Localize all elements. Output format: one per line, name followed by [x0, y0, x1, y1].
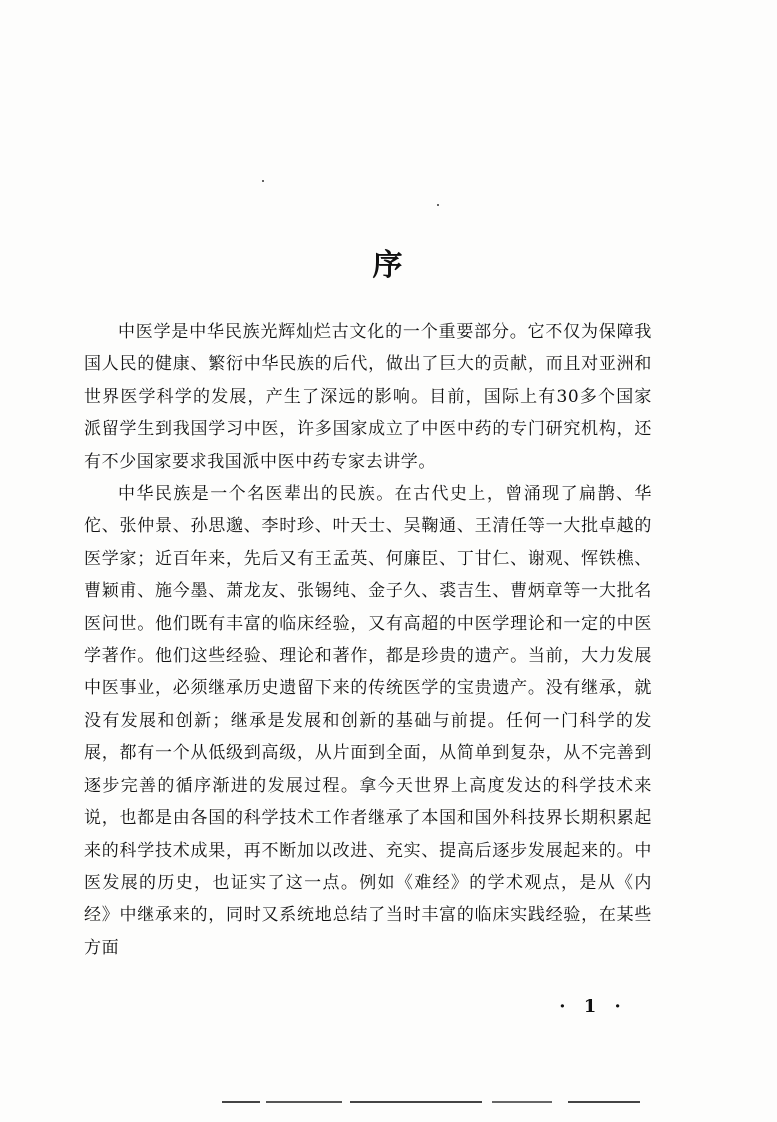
footer-rule — [222, 1101, 640, 1103]
page-title: 序 — [372, 248, 405, 283]
paragraph: 中医学是中华民族光辉灿烂古文化的一个重要部分。它不仅为保障我国人民的健康、繁衍中华民族的后代，做出了巨大的贡献，而且对亚洲和世界医学科学的发展，产生了深远的影响。目前，国际上有30多个国家派留学生到我国学习中医，许多国家成立了中医中药的专门研究机构，还有不少国家要求我国派中医中药专家去讲学。 — [84, 322, 652, 472]
scan-speck — [437, 204, 439, 206]
page-number: · 1 · — [559, 996, 627, 1017]
paragraph: 中华民族是一个名医辈出的民族。在古代史上，曾涌现了扁鹊、华佗、张仲景、孙思邈、李时珍、叶天士、吴鞠通、王清任等一大批卓越的医学家；近百年来，先后又有王孟英、何廉臣、丁甘仁、谢观、恽铁樵、曹颖甫、施今墨、萧龙友、张锡纯、金子久、裘吉生、曹炳章等一大批名医问世。他们既有丰富的临床经验，又有高超的中医学理论和一定的中医学著作。他们这些经验、理论和著作，都是珍贵的遗产。当前，大力发展中医事业，必须继承历史遗留下来的传统医学的宝贵遗产。没有继承，就没有发展和创新；继承是发展和创新的基础与前提。任何一门科学的发展，都有一个从低级到高级，从片面到全面，从简单到复杂，从不完善到逐步完善的循序渐进的发展过程。拿今天世界上高度发达的科学技术来说，也都是由各国的科学技术工作者继承了本国和国外科技界长期积累起来的科学技术成果，再不断加以改进、充实、提高后逐步发展起来的。中医发展的历史，也证实了这一点。例如《难经》的学术观点，是从《内经》中继承来的，同时又系统地总结了当时丰富的临床实践经验，在某些方面 — [84, 484, 652, 958]
body-text — [84, 316, 652, 964]
scan-speck — [262, 180, 264, 182]
